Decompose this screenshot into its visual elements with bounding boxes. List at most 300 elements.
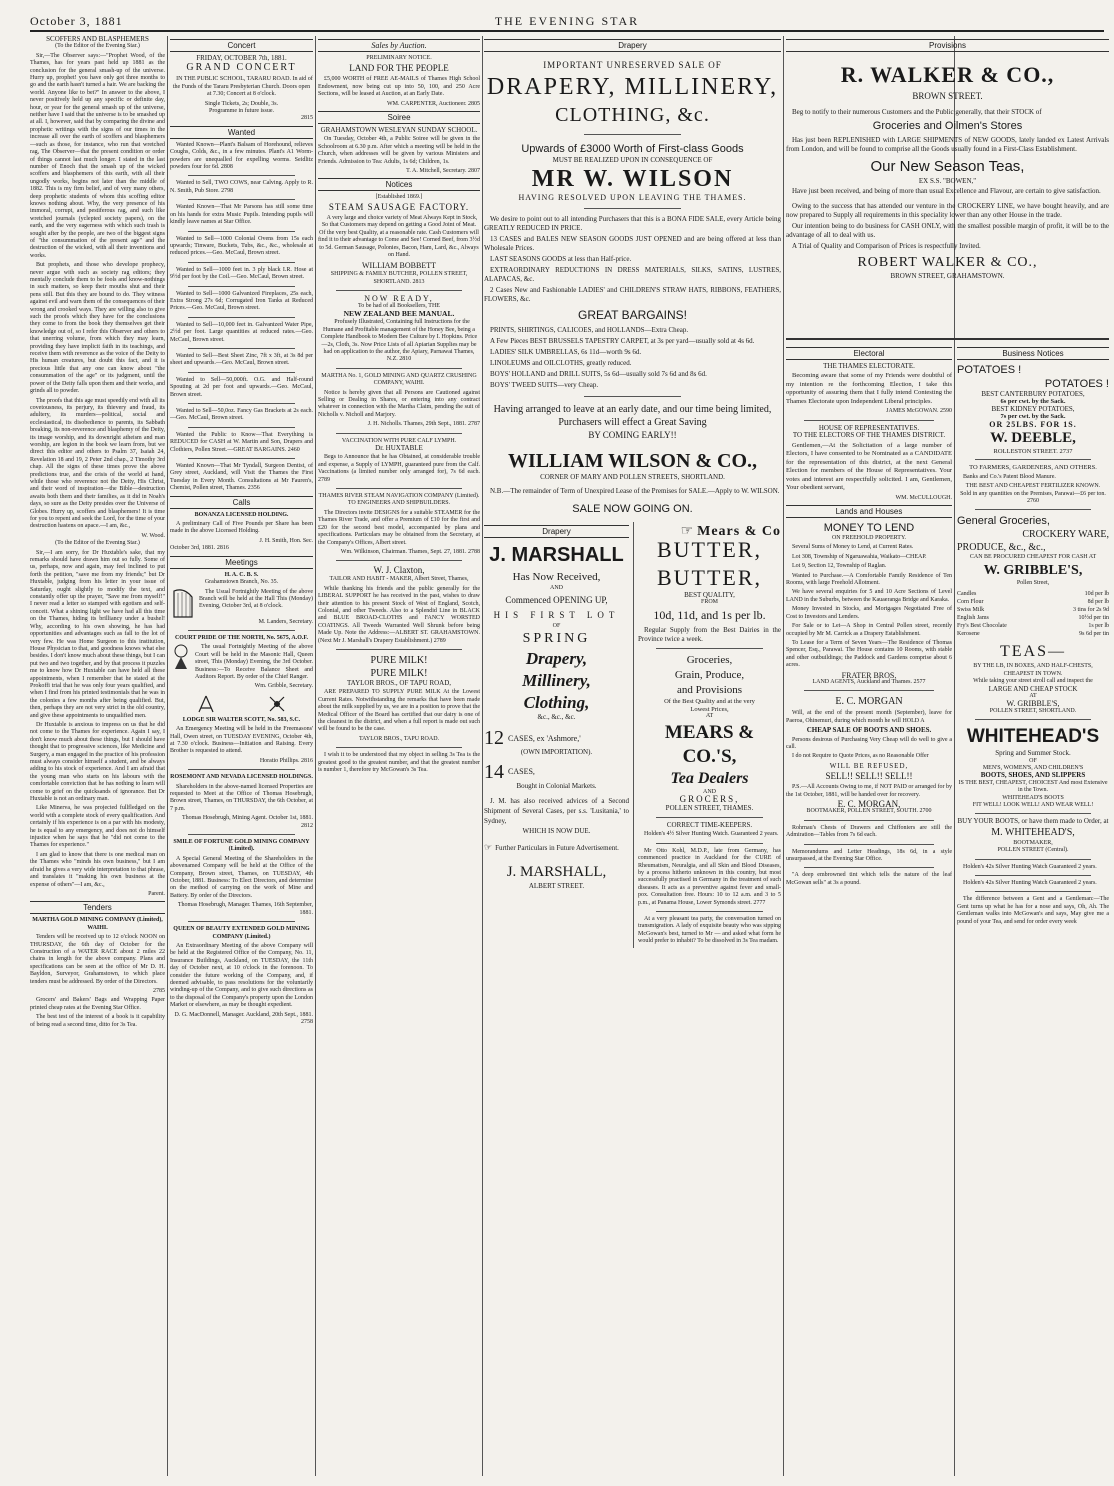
lands-signature: FRATER BROS. (841, 670, 897, 680)
merchant-name: R. WALKER & CO., (840, 62, 1055, 87)
merchant-address: POLLEN STREET (Central). (997, 847, 1069, 854)
call-heading: BONANZA LICENSED HOLDING. (194, 511, 289, 518)
sale-item: A Few Pieces BEST BRUSSELS TAPESTRY CARPET, at 3s per yard—usually sold at 4s 6d. (490, 336, 755, 345)
filler-text: "A deep embrowned tint which tells the nature of the leaf McGowan sells" at 3s a pound. (786, 872, 952, 886)
merchant-name: W. DEEBLE, (990, 430, 1076, 447)
section-label-meetings: Meetings (170, 556, 313, 569)
ad-line: 7s per cwt. by the Sack. (1000, 413, 1066, 421)
electoral-heading: THE THAMES ELECTORATE. (823, 362, 915, 370)
notice-address: SHIPPING & FAMILY BUTCHER, POLLEN STREET, SHORTLAND. 2813 (330, 271, 468, 285)
merchant-name: WHITEHEAD'S (966, 726, 1100, 748)
lands-item: Lot 308, Township of Ngaruawahia, Waikato—CHEAP. (792, 553, 927, 560)
ad-heading: CORRECT TIME-KEEPERS. (666, 820, 753, 829)
issue-date: October 3, 1881 (30, 14, 123, 28)
wanted-ad: Wanted to Sell—50,000ft. O.G. and Half-round Spouting at 2d per foot and upwards.—Geo. McCaul, Brown street. (170, 376, 313, 398)
notice-heading: VACCINATION WITH PURE CALF LYMPH. (341, 437, 457, 444)
ad-line: BOOTS, SHOES, AND SLIPPERS (980, 771, 1086, 780)
merchant-address: BROWN STREET, GRAHAMSTOWN. (890, 272, 1005, 281)
ad-line: Groceries, (686, 654, 733, 667)
merchant-address: BOOTMAKER, POLLEN STREET, SOUTH. 2700 (806, 808, 932, 815)
sale-item: PRINTS, SHIRTINGS, CALICOES, and HOLLANDS—Extra Cheap. (490, 325, 689, 334)
meeting-body: Shareholders in the above-named licensed Properties are requested to Meet at the Office of Thomas Hosebrugh, Brown street, Thames, on THURSDAY, the 6th October, at 7 p.m. (170, 783, 313, 812)
soiree-signature: T. A. Mitchell, Secretary. 2807 (406, 168, 480, 175)
column-rule (315, 36, 316, 1476)
sale-item: 13 CASES and BALES NEW SEASON GOODS JUST OPENED and are being offered at less than Wholesale Prices. (484, 234, 781, 252)
merchant-name: J. MARSHALL (489, 544, 624, 567)
ad-heading: CROCKERY WARE, (1022, 529, 1109, 541)
sale-bargains: GREAT BARGAINS! (578, 307, 687, 322)
auction-signature: WM. CARPENTER, Auctioneer. 2805 (387, 100, 480, 107)
marshall-ad (484, 522, 634, 947)
notice-body: Grocers' and Bakers' Bags and Wrapping Paper printed cheap rates at the Evening Star Office. (30, 997, 165, 1011)
sale-body: We desire to point out to all intending Purchasers that this is a BONA FIDE SALE, every Article being GREATLY REDUCED IN PRICE. (484, 214, 781, 232)
price-item: Corn Flour (957, 599, 984, 606)
ad-body: Holden's 42s Silver Hunting Watch Guaranteed 2 years. (963, 863, 1097, 870)
wanted-ad: Wanted to Sell, TWO COWS, near Calving. Apply to R. N. Smith, Pub Store. 2798 (170, 180, 313, 194)
letter-body: Like Minerva, he was projected fullfledged on the world with a complete stock of every qualification. And certainly if his experience is on a par with his modesty, he is equal to any emergency, and does not do himself injustice when he says that he "did not come to the Thames for experience." (30, 805, 165, 849)
notice-subheading: TAILOR AND HABIT - MAKER, Albert Street, Thames, (329, 576, 469, 583)
column-electoral-lands (786, 344, 952, 1476)
sale-worth: Upwards of £3000 Worth of First-class Goods (521, 143, 744, 155)
ad-heading: E. C. MORGAN (835, 696, 903, 708)
section-label-drapery: Drapery (484, 525, 629, 538)
concert-title: GRAND CONCERT (186, 62, 297, 74)
ad-line: BEST CANTERBURY POTATOES, (981, 390, 1085, 398)
meeting-signature: Thomas Hosebrugh, Mining Agent. October 1st, 1881. 2812 (182, 815, 313, 829)
letter-body: Dr Huxtable is anxious to impress on us that he did not come to the Thames for experience. Again I say, I don't know much about these things, but I should have thought that to progressive sciences, like Medicine and Surgery, a man engaged in the practice of his profession must always consider himself a student, and be always adding to his stock of experience. And I am afraid that the young man who starts on his labours with the comfortable conviction that he has nothing to learn will come to grief on the quicksands of ignorance. But Dr Huxtable is not an ordinary man. (30, 721, 165, 803)
price-list-row (957, 590, 1109, 598)
wanted-ad: Wanted the Public to Know—That Everything is REDUCED for CASH at W. Martin and Son, Drapers and Clothiers, Pollen Street.—GREAT BARGAINS. 2460 (170, 431, 313, 453)
notice-body: Notice is hereby given that all Persons are Cautioned against Selling or Dealing in Shares, or entering into any contract whatever in connection with the Martha Claim, pending the suit of Nicholls v. Nicholl and Marjory. (318, 389, 480, 418)
price-value: 1s per lb (1088, 623, 1109, 630)
letter-body: I am glad to know that there is one medical man on the Thames who "minds his own business," but I am afraid he gives a very wide interpretation to that phrase, and translates it "making his own business at the expense of others"—I am, &c., (30, 851, 165, 888)
column-rule (482, 36, 483, 1476)
ad-line: CAN BE PROCURED CHEAPEST FOR CASH AT (969, 554, 1097, 561)
meeting-heading: SMILE OF FORTUNE GOLD MINING COMPANY (Limited). (173, 839, 310, 853)
meeting-heading: LODGE SIR WALTER SCOTT, No. 583, S.C. (182, 716, 301, 723)
ad-body: Will, at the end of the present month (September), leave for Paeroa, Ohinemuri, during which month he will HOLD A (786, 710, 952, 724)
concert-programme: Programme in future issue. (209, 108, 274, 115)
notice-signature: WILLIAM BOBBETT (362, 261, 436, 271)
ad-body: Rohrnau's Chests of Drawers and Chiffoniers are still the Admiration—Tables from 7s 6d each. (786, 824, 952, 839)
merchant-name: MEARS & CO.'S, (664, 721, 755, 767)
merchant-address: ALBERT STREET. (528, 881, 585, 890)
sale-going-on: SALE NOW GOING ON. (572, 503, 693, 516)
ad-body: Has just been REPLENISHED with LARGE SHIPMENTS of NEW GOODS, lately landed ex Latest Arrivals from London, and will be found to comprise all the Goods usually found in a First-Class Establishment. (786, 136, 1109, 153)
notice-body: A very large and choice variety of Meat Always Kept in Stock, So that Customers may depend on getting a Good Joint of Meat. Of the very best Quality, at a reasonable rate. Cash Customers will find it to their advantage to Come and See! Corned Beef, from 3½d to 5d. German Sausage, Polonies, Bacon, Ham, Lard, &c., Always on Hand. (318, 214, 480, 258)
ad-line: LARGE AND CHEAP STOCK (988, 684, 1078, 693)
section-label-calls: Calls (170, 496, 313, 509)
case-text: CASES, (508, 767, 535, 777)
column-drapery (484, 36, 781, 1476)
case-note: (OWN IMPORTATION). (520, 748, 593, 757)
electoral-body: Becoming aware that some of my Friends were doubtful of my intention re the forthcoming Election, I take this opportunity of assuring them that I fully intend Contesting the Thames Electorate upon Independent Liberal principles. (786, 372, 952, 405)
concert-date: FRIDAY, OCTOBER 7th, 1881. (196, 54, 287, 62)
ad-body: Further Particulars in Future Advertisement. (495, 843, 619, 852)
column-concert-wanted (170, 36, 313, 1476)
mears-logo: Mears & Co (697, 524, 781, 540)
article-subheading: (To the Editor of the Evening Star.) (55, 540, 140, 547)
auction-body: £5,000 WORTH of FREE AE-MAILS of Thames High School Endowment, now being cut up into 50, 100, and 250 Acre Sections, will be leased at Auction, at an Early Date. (318, 76, 480, 98)
masthead (30, 12, 1104, 32)
ad-millinery: Millinery, (522, 671, 591, 691)
meeting-signature: Horatio Phillips. 2816 (259, 757, 313, 764)
ad-line: Sold in any quantities on the Premises, Parawai—£6 per ton. 2760 (960, 490, 1106, 505)
auction-heading: LAND FOR THE PEOPLE (349, 63, 449, 74)
wanted-ad: Wanted to Sell—50,0oz. Fancy Gas Brackets at 2s each.—Geo. McCaul, Brown street. (170, 408, 313, 422)
ad-body: Have just been received, and being of more than usual Excellence and Flavour, are certain to give satisfaction. (792, 187, 1101, 196)
notice-heading: MARTHA No. 1, GOLD MINING AND QUARTZ CRUSHING COMPANY, WAIHI. (321, 372, 477, 387)
lands-heading: MONEY TO LEND (823, 522, 915, 535)
ad-line: HIS FIRST LOT (493, 609, 620, 620)
price-value: 9s 6d per tin (1079, 631, 1109, 638)
sale-leaving: Having arranged to leave at an early date, and our time being limited, Purchasers will effect a Great Saving (493, 403, 772, 428)
ad-line: CHEAPEST IN TOWN. (1003, 670, 1063, 677)
wanted-ad: Wanted to Sell—Best Sheet Zinc, 7ft x 3ft, at 3s 8d per sheet and upwards.—Geo. McCaul, Brown street. (170, 352, 313, 367)
sale-item: BOYS' HOLLAND and DRILL SUITS, 5s 6d—usually sold 7s 6d and 8s 6d. (490, 369, 707, 378)
merchant-address: POLLEN STREET, SHORTLAND. (989, 707, 1077, 714)
case-note: Bought in Colonial Markets. (516, 781, 597, 790)
ad-line: OF (552, 622, 561, 629)
ad-body: J. M. has also received advices of a Second Shipment of Several Cases, per s.s. 'Lusitania,' to Sydney, (484, 797, 629, 826)
electoral-heading: HOUSE OF REPRESENTATIVES. (818, 423, 920, 432)
merchant-name: ROBERT WALKER & CO., (857, 255, 1038, 271)
letter-body: But prophets, and those who develope prophecy, never argue with such as society rag editors; they mentally conclude them to be fools and know-nothings in such matters, so keep their mouths shut and their pens still. But this they are bound to do. They witness against evil and warn them of the consequences of their wrong and crooked ways. They are willing also to give such the proofs which they have for the conclusions they come to from the book they themselves get their knowledge out of, so I refer this Observer and others to that unerring volume, from which they may learn, providing they have implicit faith in its teachings, and receive them with reverence as the voice of the Deity to His human creatures, but doubt this fact, and it is precious little that any one can know about "the consummation of the age" or its judgment, until the power of the Deity falls upon them and their works, and grinds all to powder. (30, 262, 165, 395)
ad-body: A Trial of Quality and Comparison of Prices is respectfully Invited. (792, 242, 981, 251)
ad-body: I do not Require to Quote Prices, as no Reasonable Offer (792, 753, 929, 760)
ad-body: Persons desirous of Purchasing Very Cheap will do well to give a call. (786, 736, 952, 750)
notice-heading: THAMES RIVER STEAM NAVIGATION COMPANY (Limited). (318, 493, 480, 500)
merchant-name: W. GRIBBLE'S, (983, 562, 1083, 578)
wanted-ad: Wanted to Sell—1000 Galvanized Fireplaces, 25s each, Extra Strong 27s 6d; Corrugated Iron Tanks at Reduced Prices.—Geo. McCaul, Brown street. (170, 290, 313, 312)
price-value: 3 tins for 2s 9d (1073, 607, 1109, 614)
notice-heading: STEAM SAUSAGE FACTORY. (328, 201, 470, 212)
book-title: NEW ZEALAND BEE MANUAL. (343, 308, 455, 318)
ad-body: Owing to the success that has attended our venture in the CROCKERY LINE, we have bought heavily, and are now prepared to Supply all requirements in this speciality lower than any other House in the trade. (786, 202, 1109, 220)
section-label-auction: Sales by Auction. (318, 39, 480, 52)
ad-heading: CHEAP SALE OF BOOTS AND SHOES. (806, 726, 932, 735)
square-compass-icon (267, 694, 287, 714)
filler-text: I wish it to be understood that my object in selling 3s Tea is the greatest good to the greatest number, and that the greatest number is number 1, therefore try McGowan's 3s Tea. (318, 752, 480, 774)
notice-heading: NOW READY, (364, 294, 434, 304)
price-value: 10d per lb (1084, 591, 1109, 598)
ad-line: Grain, Produce, (674, 669, 745, 682)
sale-item: 2 Cases New and Fashionable LADIES' and CHILDREN'S STRAW HATS, RIBBONS, FEATHERS, FLOWERS, &c. (484, 285, 781, 303)
ad-number: 2815 (301, 115, 313, 122)
notice-signature: J. H. Nicholls. Thames, 29th Sept., 1881. 2787 (367, 421, 480, 428)
column-auctions-notices (318, 36, 480, 1476)
ad-line: AND (703, 788, 716, 795)
lands-item: For Sale or to Let—A Shop in Central Pollen street, recently occupied by Mr M. Carrick as a Drapery Establishment. (786, 623, 952, 637)
butter-price: 10d, 11d, and 1s per lb. (653, 608, 766, 623)
merchant-name: E. C. MORGAN, (837, 799, 901, 809)
column-rule (783, 36, 784, 1476)
merchant-address: ROLLESTON STREET. 2737 (993, 448, 1073, 456)
ad-spring: SPRING (522, 631, 591, 647)
ad-body: Mr Otto Kohl, M.D.P., late from Germany, has commenced practice in Auckland for the CURE of Rheumatism, Neuralgia, and all Skin and Blood Diseases, by a process hitherto unknown in this country, but most successfully practised in Germany in the treatment of such diseases. It acts as a preventive against fever and small-pox. Consultation free. Hours: 10 to 12 a.m. and 3 to 5 p.m., at Panama House, Lower Symonds street. 2777 (638, 847, 781, 906)
lands-item: Wanted to Purchase.—A Comfortable Family Residence of Ten Rooms, with large Freehold Allotment. (786, 572, 952, 587)
mears-ad (638, 522, 781, 947)
merchant-address: Pollen Street, (1016, 579, 1050, 586)
lands-agents: LAND AGENTS, Auckland and Thames. 2577 (812, 678, 926, 685)
ad-body: Our intention being to do business for CASH ONLY, with the smallest possible margin of profit, it will be to the advantage of all to deal with us. (786, 222, 1109, 240)
potatoes-heading: POTATOES ! (1044, 378, 1109, 390)
letter-body: Sir,—I am sorry, for Dr Huxtable's sake, that my remarks should have drawn him out so fully. Some of us, perhaps, now and again, may feel inclined to put forth the petition, "save me from my friends;" but Dr Huxtable, judging from his letter in your issue of Saturday, ought slightly to modify the text, and constantly offer up the prayer, "Save me from myself!" I never read a letter so stamped with egotism and self-conceit. What a shining light we have had all this time on the Thames, hiding its brilliancy under a bushel! Why, according to his own showing, he has had opportunities and advantages such as fall to the lot of very few. He was Home Surgeon to this institution, House Physician to that, and goodness knows what else besides. I don't know much about these things, but I can put two and two together, and by that process it puzzles me to know how Dr Huxtable can have held all these appointments, when I remember that he stated at the Prokoffi trial that he was only four years qualified, and when I find from his printed testimonials that he was in the colonies a few months after being qualified. But, then, perhaps they are not very strict in the old country, and give these appointments to unqualified men. (30, 549, 165, 719)
wanted-ad: Wanted Known—That Mr Tyndall, Surgeon Dentist, of Grey street, Auckland, will Visit the Thames the First Tuesday in Every Month. Consultations at Mr Fauren's, Chemist, Pollen street, Thames. 2356 (170, 463, 313, 492)
sale-reason: HAVING RESOLVED UPON LEAVING THE THAMES. (518, 193, 747, 203)
electoral-signature: JAMES McGOWAN. 2590 (886, 408, 952, 415)
sale-owner-name: MR W. WILSON (531, 166, 734, 193)
price-item: Fry's Best Chocolate (957, 623, 1007, 630)
ad-line: FIT WELL! LOOK WELL! AND WEAR WELL! (972, 801, 1094, 808)
ad-line: BEST QUALITY, (684, 590, 735, 599)
ad-line: Lowest Prices, (690, 705, 729, 713)
lands-item: Several Sums of Money to Lend, at Current Rates. (792, 544, 914, 551)
meeting-heading: ROSEMONT AND NEVADA LICENSED HOLDINGS. (170, 774, 313, 781)
merchant-name: W. GRIBBLE'S, (1006, 699, 1060, 709)
notice-signature: TAYLOR BROS., TAPU ROAD. (358, 735, 440, 742)
ad-line: Spring and Summer Stock. (995, 749, 1071, 758)
sale-item: LINOLEUMS and OILCLOTHS, greatly reduced. (490, 358, 632, 367)
column-business-notices (957, 344, 1109, 1476)
ad-line: and Provisions (676, 684, 743, 697)
section-label-provisions: Provisions (786, 39, 1109, 52)
tender-heading: MARTHA GOLD MINING COMPANY (Limited), WAIHI. (32, 917, 163, 931)
lands-subheading: ON FREEHOLD PROPERTY. (831, 535, 907, 542)
sale-firm: WILLIAM WILSON & CO., (507, 449, 758, 472)
price-list-row (957, 614, 1109, 622)
sale-heading: DRAPERY, MILLINERY, (486, 74, 779, 100)
ad-heading: TO FARMERS, GARDENERS, AND OTHERS. (969, 464, 1097, 472)
call-signature: J. H. Smith, Hon. Sec. (259, 537, 313, 544)
section-divider (786, 338, 1109, 340)
notice-heading: PURE MILK! (370, 667, 428, 679)
column-rule (167, 36, 168, 1476)
notice-heading: W. J. Claxton, (373, 565, 425, 576)
ad-number: 2785 (153, 987, 165, 994)
ad-heading: General Groceries, (957, 515, 1050, 528)
letter-signature: Parent. (148, 890, 165, 897)
notice-subheading: Dr. HUXTABLE (375, 444, 423, 453)
meeting-signature: D. G. MacDonnell, Manager. Auckland, 20th Sept., 1881. 2758 (174, 1011, 313, 1025)
notice-established: [Established 1869.] (375, 194, 423, 201)
filler-text: The best test of the interest of a book is it capability of being read a second time, ditto for 3s Tea. (30, 1014, 165, 1028)
section-label-notices: Notices (318, 178, 480, 191)
ad-line: Of the Best Quality and at the very (664, 698, 755, 706)
case-count: 14 (484, 760, 504, 783)
tender-body: Tenders will be received up to 12 o'clock NOON on THURSDAY, the 6th day of October for the Construction of a WATER RACE about 2 miles 22 chains in length for the above company. Plans and specifications can be seen at the office of Mr D. H. Bayldon, Surveyor, Grahamstown, to which place tenders must be addressed. By order of the Directors. (30, 934, 165, 985)
sale-item: LAST SEASONS GOODS at less than Half-price. (490, 254, 632, 263)
ad-line: BY THE LB, IN BOXES, AND HALF-CHESTS, (973, 663, 1093, 670)
ad-line: IS THE BEST, CHEAPEST, CHOICEST And most Extensive in the Town. (958, 779, 1108, 794)
pointing-hand-icon: ☞ (484, 841, 493, 852)
ad-line: BEST KIDNEY POTATOES, (991, 404, 1075, 413)
sale-item: BOYS' TWEED SUITS—very Cheap. (490, 380, 599, 389)
notice-subheading: TAYLOR BROS., OF TAPU ROAD, (346, 678, 452, 687)
meeting-body: An Emergency Meeting will be held in the Freemasons' Hall, Owen street, on TUESDAY EVENING, October 4th, at 7.30 o'clock. Business—Initiation and Raising. Every Brother is requested to attend. (170, 726, 313, 755)
notice-heading: PURE MILK! (370, 654, 428, 666)
meeting-signature: M. Landers, Secretary. (258, 618, 313, 625)
letter-body: The proofs that this age must speedily end with all its covetousness, its perjury, its thievery and fraud, its adultery, its murders—political, social and ecclesiastical, its disobedience to parents, its Sabbath breaking, its non-reverence and blasphemy of the Deity, its image worship, and its downright atheism and man worship, are legion in the book we learn from, but we direct this editor and others to Psalm 37, Isaiah 24, Revelation 18 and 19, 2 Peter 2nd chap., 2 Timothy 3rd chap. All the signs of these times prove the above predictions true, and the crisis of the world at hand, while those who reverence not the Deity, His Christ, and their word of inspiration—the Bible—destruction awaits both them and their families, as it did in Noah's days, so sure as the Deity presides over the Universe of Globes. Hurry up, scoffers and blasphemers! It is time for you to repent and seek the Lord, for the time of your destruction hastens on apace.—I am, &c., (30, 397, 165, 530)
sale-item: LADIES' SILK UMBRELLAS, 6s 11d—worth 9s 6d. (490, 347, 642, 356)
ad-clothing: Clothing, (523, 693, 590, 713)
ad-body: Beg to notify to their numerous Customers and the Public generally, that their STOCK of (792, 108, 1042, 116)
meeting-heading: QUEEN OF BEAUTY EXTENDED GOLD MINING COMPANY (Limited.) (173, 926, 310, 940)
section-label-wanted: Wanted (170, 126, 313, 139)
concert-tickets: Single Tickets, 2s; Double, 3s. (204, 100, 279, 107)
section-label-drapery: Drapery (484, 39, 781, 52)
lands-item: Lot 9, Section 12, Township of Raglan. (792, 563, 887, 570)
ad-line: BOOTMAKER, (1013, 839, 1053, 846)
soiree-body: On Tuesday, October 4th, a Public Soiree will be given in the Schoolroom at 6.30 p.m. After which a meeting will be held in the Church, when addresses will be given by various Ministers and Friends. Admission to Tea: Adults, 1s 6d; Children, 1s. (318, 136, 480, 165)
ad-line: While taking your street stroll call and inspect the (973, 678, 1093, 685)
auction-preliminary: PRELIMINARY NOTICE. (366, 55, 432, 61)
letter-signature: W. Wood. (141, 532, 165, 539)
meeting-heading: COURT PRIDE OF THE NORTH, No. 5675, A.O.F. (174, 634, 309, 641)
wanted-ad: Wanted to Sell—1000 Colonial Ovens from 15s each upwards; Tinware, Buckets, Tubs, &c., &c., wholesale at reduced prices.—Geo. McCaul, Brown street. (170, 235, 313, 257)
notice-subheading: To be had of all Booksellers, THE (358, 302, 440, 309)
ad-line: WHITEHEAD'S BOOTS (1002, 794, 1064, 801)
ad-heading: Groceries and Oilmen's Stores (872, 120, 1023, 132)
electoral-body: Gentlemen,—At the Solicitation of a large number of Electors, I have consented to be Nominated as a CANDIDATE for the representation of this district, at the next General Election for members of the House of Representatives. Your votes and interest are respectfully solicited. I am, Gentlemen, Your obedient servant, (786, 441, 952, 492)
notice-body: While thanking his friends and the public generally for the LIBERAL SUPPORT he has received in the past, wishes to draw their attention to his present Stock of West of England, Scotch, Colonial, and other Tweeds. Also to a Splendid Line in BLACK and BLUE BROAD-CLOTHS and FANCY WORSTED COATINGS. All Tweeds Warranted Well Shrunk before being Made Up. Note the Address:—ALBERT ST. GRAHAMSTOWN. (Next Mr J. Marshall's Drapery Establishment.) 2789 (318, 585, 480, 644)
ad-line: Commenced OPENING UP, (505, 594, 608, 605)
meeting-body: A Special General Meeting of the Shareholders in the abovenamed Company will be held at the Office of the Company, Brown street, Thames, on TUESDAY, 4th October, 1881. Business: To Elect Directors, and determine on the method of carrying on the work of Mine and Battery. By order of the Directors. (170, 855, 313, 899)
letter-body: Sir,—The Observer says:—"Prophet Wood, of the Thames, has for years past held up 1881 as the conclusion for the general smash-up of the universe. Hurry up, prophet! you have only got three months to go and the earth hasn't turned a hair. We are backing the world. Anyone like to bet?" In answer to the above, I never positively held up any specific or definite day, hour, or year for the general smash up of the universe, neither have I said that the universe is to be smashed up at all. I, however, said that by comparing the divine and prophetic writings with the signs of our times in the increase all over the earth of scoffers and blasphemers—such as those, for instance, who run that wretched rag, The Observer—that the present condition or order of things cannot last much longer. I stated in the last number of Enoch that the smash up of the wicked scoffers and blasphemers of this earth, with all their ungodly works, begins not later than the middle of 1882. This is my firm belief, and of very many others, deep prophetic students of whom this scoffing editor knows nothing about. Why, the very presence of his immoral, corrupt, and pestiferous rag, and such like wretched journals (yclepted society papers), on the earth, and the very eagerness with which such trash is sought after by the people, are two of the biggest signs of "the consummation of the present age" and the destruction of the wicked, with all their inventions and works. (30, 52, 165, 259)
sale-item: EXTRAORDINARY REDUCTIONS IN DRESS MATERIALS, SILKS, SATINS, LUSTRES, ALAPACAS, &c. (484, 265, 781, 283)
pointing-hand-icon: ☞ (680, 524, 694, 540)
section-label-soiree: Soiree (318, 111, 480, 124)
harp-emblem-icon (170, 587, 196, 619)
price-value: 10½d per tin (1078, 615, 1109, 622)
ad-body: Regular Supply from the Best Dairies in the Province twice a week. (638, 626, 781, 644)
section-label-tenders: Tenders (30, 901, 165, 914)
filler-text: The difference between a Gent and a Gentleman:—The Gent turns up what he has for a nose and says, Oh, Ah. The Gentleman walks into McGowan's and says, May give me a pound of your Tea, and send for order every week (957, 896, 1109, 925)
lands-item: Money Invested in Stocks, and Mortgages Negotiated Free of Cost to Investors and Lenders. (786, 606, 952, 620)
price-list-row (957, 606, 1109, 614)
ad-line: &c., &c., &c. (537, 713, 576, 722)
meeting-signature: Wm. Gribble, Secretary. (254, 683, 313, 690)
ad-heading: PRODUCE, &c., &c., (957, 542, 1046, 554)
ad-body: Banks and Co.'s Patent Blood Manure. (963, 473, 1056, 480)
wanted-ad: Wanted to Sell—10,000 feet in. Galvanized Water Pipe, 2½d per foot. Large quantities at reduced rates.—Geo. McCaul, Brown street. (170, 321, 313, 343)
sale-heading: CLOTHING, &c. (555, 104, 710, 126)
ad-line: OR 25LBS. FOR 1S. (989, 419, 1077, 429)
potatoes-heading: POTATOES ! (957, 364, 1022, 376)
notice-body: ARE PREPARED TO SUPPLY PURE MILK At the Lowest Current Rates. Notwithstanding the remarks that have been made about the milk supplied by us, we are in a position to prove that the Medical Officer of the Board has certified that our dairy is one of the cleanest in the district, and when a full report is made out such will be found to be the case. (318, 689, 480, 733)
butter-heading: BUTTER, (656, 536, 763, 562)
soiree-heading: GRAHAMSTOWN WESLEYAN SUNDAY SCHOOL. (320, 126, 478, 135)
teas-heading: TEAS— (1000, 643, 1066, 661)
ad-line: Has Now Received, (512, 571, 601, 584)
price-list-row (957, 630, 1109, 638)
price-item: Swiss Milk (957, 607, 985, 614)
foresters-emblem-icon (170, 642, 192, 670)
ad-line: GROCERS, (679, 794, 740, 805)
notice-signature: Wm. Wilkinson, Chairman. Thames, Sept. 27, 1881. 2788 (340, 548, 480, 555)
meeting-heading: H. A. C. B. S. (224, 571, 259, 578)
meeting-body: The Usual Fortnightly Meeting of the above Branch will be held at the Hall This (Monday) Evening, October 3rd, at 8 o'clock. (199, 588, 313, 610)
lands-item: We have several enquiries for 5 and 10 Acre Sections of Level LAND in the Suburbs, between the Kauaeranga Bridge and Karaka. (786, 589, 952, 603)
price-list-row (957, 622, 1109, 630)
ad-line: SELL!! SELL!! SELL!! (825, 771, 913, 782)
notice-body: Begs to Announce that he has Obtained, at considerable trouble and expense, a Supply of LYMPH, guaranteed pure from the Calf. Vaccinations (a limited number only arranged for), 7s 6d each. 2789 (318, 454, 480, 483)
compass-emblem-icon (196, 694, 216, 714)
merchant-name: M. WHITEHEAD'S, (991, 826, 1075, 838)
notice-subheading: TO ENGINEERS AND SHIPBUILDERS. (347, 500, 451, 507)
electoral-signature: WM. McCULLOUGH. (895, 494, 952, 501)
meeting-body: An Extraordinary Meeting of the above Company will be held at the Registered Office of the Company, No. 11, Insurance Buildings, Auckland, on TUESDAY, the 11th day of October next, at 10 o'clock in the forenoon. To consider the future working of the Company, and, if deemed advisable, to pass resolutions for the voluntarily winding-up of the Company, and to give such directions as to the disposal of the Company's property upon the London Market or elsewhere, as may be thought expedient. (170, 942, 313, 1009)
section-label-business: Business Notices (957, 347, 1109, 360)
lands-item: To Lease for a Term of Seven Years—The Residence of Thomas Spencer, Esq., Parawai. The House contains 10 Rooms, with stable and other outbuildings; the Paddock and Gardens comprise about 6 acres. (786, 639, 952, 669)
ad-line: THE BEST AND CHEAPEST FERTILIZER KNOWN. (965, 483, 1101, 490)
price-value: 8d per lb (1087, 599, 1109, 606)
price-item: English Jams (957, 615, 989, 622)
case-text: CASES, ex 'Ashmore,' (508, 733, 581, 743)
ad-drapery: Drapery, (525, 649, 588, 669)
sale-preheading: IMPORTANT UNRESERVED SALE OF (543, 60, 722, 70)
wanted-ad: Wanted Known—That Mr Parsons has still some time on his hands for extra Music Pupils. Intending pupils will kindly leave names at Star Office. (170, 204, 313, 226)
ad-line: AND (550, 585, 563, 592)
ad-line: FROM (700, 599, 718, 606)
electoral-subheading: TO THE ELECTORS OF THE THAMES DISTRICT. (792, 431, 946, 440)
ad-line: WILL BE REFUSED, (829, 761, 909, 770)
ad-line: 6s per cwt. by the Sack. (1000, 398, 1066, 406)
merchant-name: J. MARSHALL, (506, 863, 607, 880)
section-label-electoral: Electoral (786, 347, 952, 360)
price-list (957, 590, 1109, 638)
ad-line: BUY YOUR BOOTS, or have them made to Order, at (957, 817, 1109, 826)
ad-body: Holden's 4½ Silver Hunting Watch. Guaranteed 2 years. (644, 831, 779, 838)
article-subheading: (To the Editor of the Evening Star.) (55, 43, 140, 50)
wanted-ad: Wanted to Sell—1000 feet in. 3 ply black I.R. Hose at 9½d per foot by the Coil.—Geo. McCaul, Brown street. (170, 266, 313, 281)
article-heading: SCOFFERS AND BLASPHEMERS (46, 36, 149, 43)
butter-heading: BUTTER, (656, 564, 763, 590)
price-item: Candles (957, 591, 977, 598)
call-date: October 3rd, 1881. 2816 (170, 545, 229, 552)
ad-line: WHICH IS NOW DUE. (522, 827, 591, 836)
ad-line: EX S.S. "BOWEN," (918, 177, 977, 185)
ad-line: AT (705, 713, 714, 720)
ad-body: P.S.—All Accounts Owing to me, if NOT PAID or arranged for by the 1st October, 1881, will be handed over for recovery. (786, 784, 952, 798)
sale-address: CORNER OF MARY AND POLLEN STREETS, SHORTLAND. (540, 472, 725, 481)
sale-note: N.B.—The remainder of Term of Unexpired Lease of the Premises for SALE.—Apply to W. WILSON. (490, 487, 780, 496)
ad-line: OF (1029, 757, 1037, 764)
wanted-ad: Wanted Known—Plant's Balsam of Horehound, relieves Coughs, Colds, &c., in a few minutes. Plant's A1 Worm-powders are unequalled for expelling worms. Seidlitz powders four for 6d. 2808 (170, 141, 313, 171)
meeting-signature: Thomas Hosebrugh, Manager. Thames, 16th September, 1881. (177, 902, 313, 916)
meeting-body: The usual Fortnightly Meeting of the above Court will be held in the Masonic Hall, Queen street, This (Monday) Evening, the 3rd October. Business:—To Receive Balance Sheet and Auditors Report. By order of the Chief Ranger. (195, 644, 313, 680)
notice-body: The Directors invite DESIGNS for a suitable STEAMER for the Thames River Trade, and offer a Premium of £10 for the first and £20 for the second best model, accompanied by plans and specifications. Particulars may be obtained from the Secretary, at the Company's Offices, Albert street. (318, 509, 480, 546)
call-body: A preliminary Call of Five Pounds per Share has been made in the above Licensed Holding. (170, 521, 313, 535)
filler-text: At a very pleasant tea party, the conversation turned on transmigration. A lady of exquisite beauty who was sipping McGowan's best, turned to Mr — and asked what form he would prefer to inhabit? To be dissolved in 3s Tea madam. (638, 915, 781, 945)
merchant-address: BROWN STREET. (912, 91, 983, 101)
meeting-subheading: Grahamstown Branch, No. 35. (204, 579, 279, 586)
newspaper-title: THE EVENING STAR (494, 14, 640, 28)
sale-early: BY COMING EARLY!! (588, 429, 677, 440)
ad-heading: Our New Season Teas, (870, 158, 1025, 175)
section-label-concert: Concert (170, 39, 313, 52)
ad-body: Memorandums and Letter Headings, 18s 6d, in a style unsurpassed, at the Evening Star Office. (786, 848, 952, 863)
concert-body: IN THE PUBLIC SCHOOL, TARARU ROAD. In aid of the Funds of the Tararu Presbyterian Church. Doors open at 7.30; Concert at 8 o'clock. (172, 76, 313, 98)
sale-must: MUST BE REALIZED UPON IN CONSEQUENCE OF (552, 156, 713, 164)
tea-dealers: Tea Dealers (670, 769, 749, 787)
section-label-lands: Lands and Houses (786, 505, 952, 518)
column-letters (30, 36, 165, 1476)
ad-line: AT (1029, 692, 1037, 699)
case-count: 12 (484, 727, 504, 750)
walker-ad (786, 36, 1109, 336)
price-list-row (957, 598, 1109, 606)
